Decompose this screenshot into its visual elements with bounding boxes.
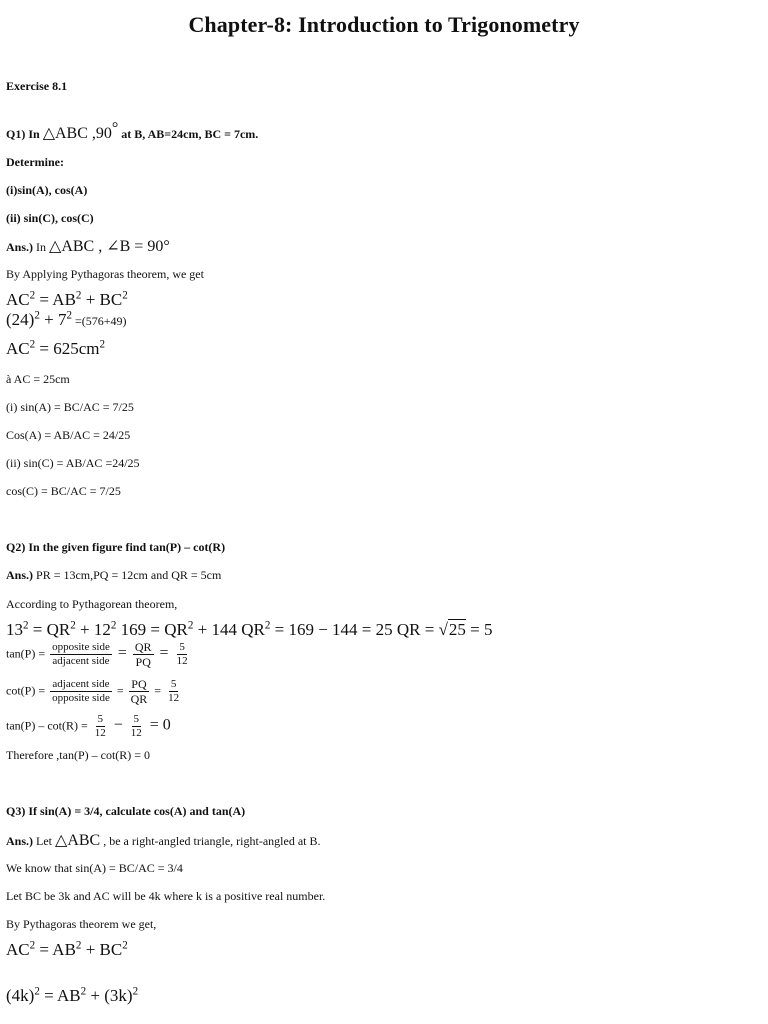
q2-therefore: Therefore ,tan(P) – cot(R) = 0 [6,748,151,762]
q3-answer-intro: Ans.) Let △ABC , be a right-angled triangle, right-angled at B. [6,832,321,849]
q1-determine: Determine: [6,155,64,169]
q2-pythagoras-text: According to Pythagorean theorem, [6,597,178,611]
q1-pythagoras-text: By Applying Pythagoras theorem, we get [6,267,204,281]
q3-question: Q3) If sin(A) = 3/4, calculate cos(A) and tan(A) [6,804,246,818]
q1-line-cos-c: cos(C) = BC/AC = 7/25 [6,484,121,498]
page-title: Chapter-8: Introduction to Trigonometry [188,12,580,37]
q3-equation-2: $(4k)^2 = AB^2 + (3k)^2$ [6,985,139,1005]
q1-part-1: (i)sin(A), cos(A) [6,183,88,197]
q1-equation-1: $AC^2 = AB^2 + BC^2$ [6,289,128,309]
q3-line-sin: We know that sin(A) = BC/AC = 3/4 [6,861,183,875]
q2-difference: tan(P) – cot(R) = $\frac{5}{12}$ − $\frac{5}{12}$ = 0 [6,713,171,739]
q1-equation-2: $(24)^2 + 7^2 =(576+49)$ [6,309,127,329]
q1-line-sin-a: (i) sin(A) = BC/AC = 7/25 [6,400,134,414]
q1-part-2: (ii) sin(C), cos(C) [6,211,94,225]
exercise-heading: Exercise 8.1 [6,79,68,93]
q2-answer-intro: Ans.) PR = 13cm,PQ = 12cm and QR = 5cm [6,568,222,582]
q1-line-cos-a: Cos(A) = AB/AC = 24/25 [6,428,131,442]
q3-line-let: Let BC be 3k and AC will be 4k where k is a positive real number. [6,889,326,903]
q1-question: Q1) In △ABC ,90° at B, AB=24cm, BC = 7cm. [6,120,259,142]
q1-answer-intro: Ans.) In △ABC , ∠B = 90° [6,238,170,255]
q2-question: Q2) In the given figure find tan(P) – cot(R) [6,540,226,554]
q1-equation-3: $AC^2 = 625cm^2$ [6,338,106,358]
q2-tan-p: tan(P) = $\frac{\text{opposite side}}{\text{adjacent side}}$ = $\frac{QR}{PQ}$ = $\frac{5}{12}$ [6,640,188,669]
q2-equation-row: $13^2 = QR^2 + 12^2$ $169 = QR^2 + 144$ $QR^2 = 169 - 144 = 25$ QR = √25 = 5 [6,619,493,639]
q1-line-sin-c: (ii) sin(C) = AB/AC =24/25 [6,456,140,470]
q2-cot-p: cot(P) = $\frac{\text{adjacent side}}{\text{opposite side}}$ = $\frac{PQ}{QR}$ = $\frac{5}{12}$ [6,677,180,706]
q1-line-ac: à AC = 25cm [6,372,70,386]
q3-line-pyth: By Pythagoras theorem we get, [6,917,157,931]
q3-equation-1: $AC^2 = AB^2 + BC^2$ [6,939,128,959]
